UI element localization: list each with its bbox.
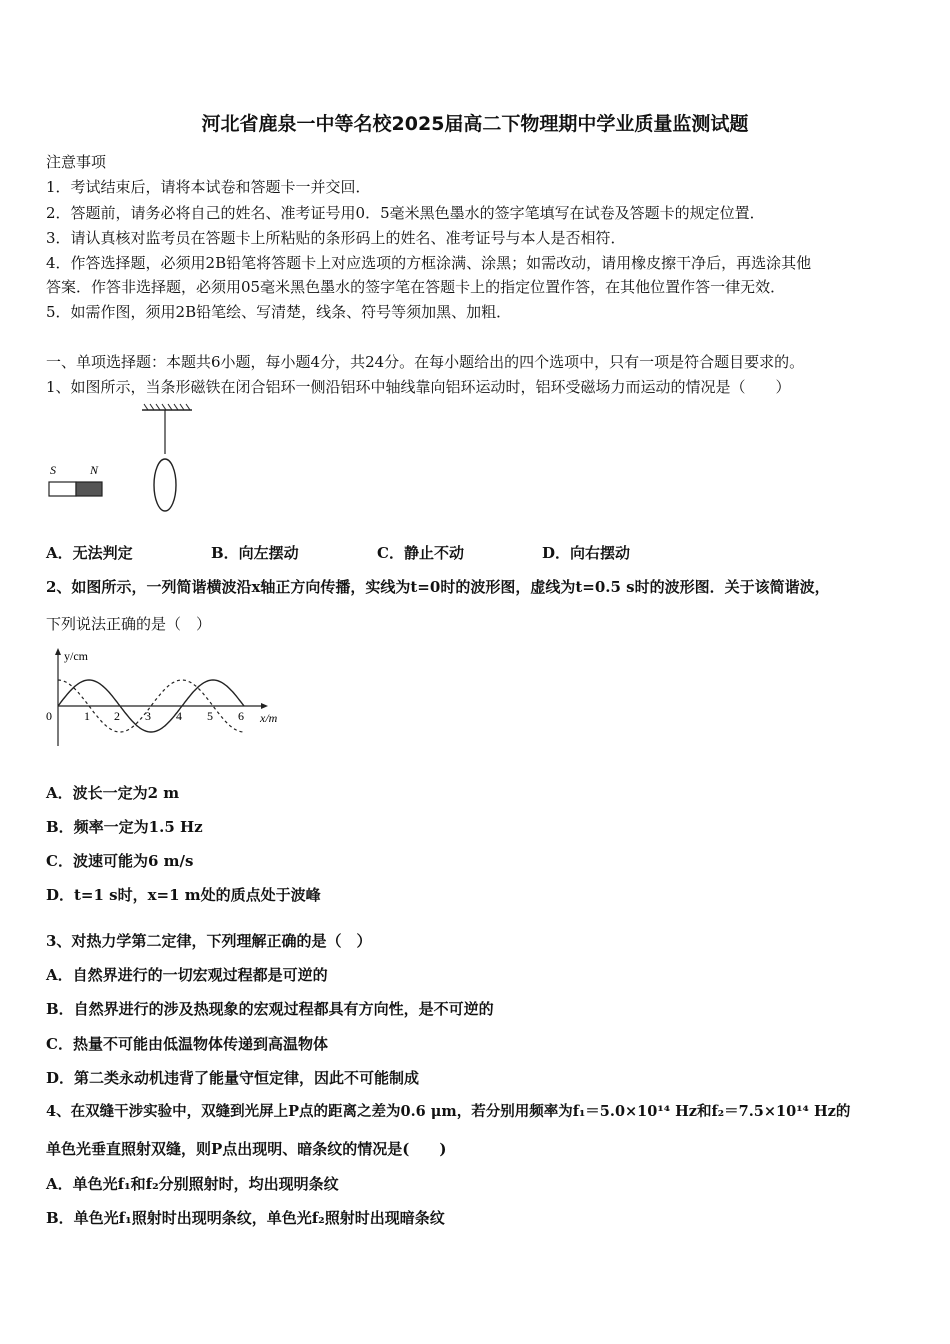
- tick-label-3: 3: [145, 709, 151, 723]
- magnet-n-pole: [76, 482, 102, 496]
- q2-stem-line2: 下列说法正确的是（ ）: [46, 615, 212, 633]
- section-heading: 一、单项选择题：本题共6小题，每小题4分，共24分。在每小题给出的四个选项中，只有一项是符合题目要求的。: [46, 353, 805, 371]
- notice-item: 5．如需作图，须用2B铅笔绘、写清楚，线条、符号等须加黑、加粗．: [46, 303, 512, 321]
- ceiling-hatch: [144, 404, 190, 410]
- q2-option-c[interactable]: C．波速可能为6 m/s: [46, 852, 194, 870]
- notice-item: 1．考试结束后，请将本试卷和答题卡一并交回．: [46, 178, 371, 196]
- notice-item: 4．作答选择题，必须用2B铅笔将答题卡上对应选项的方框涂满、涂黑；如需改动，请用橡皮擦干净后，再选涂其他: [46, 254, 812, 272]
- label-s: S: [50, 463, 56, 477]
- q2-option-d[interactable]: D．t=1 s时，x=1 m处的质点处于波峰: [46, 886, 321, 904]
- q4-option-a[interactable]: A．单色光f₁和f₂分别照射时，均出现明条纹: [46, 1175, 339, 1193]
- label-n: N: [90, 463, 99, 477]
- q3-option-d[interactable]: D．第二类永动机违背了能量守恒定律，因此不可能制成: [46, 1069, 420, 1087]
- tick-label-1: 1: [84, 709, 90, 723]
- page-title: 河北省鹿泉一中等名校2025届高二下物理期中学业质量监测试题: [201, 113, 749, 135]
- magnet-s-pole: [49, 482, 76, 496]
- q3-option-a[interactable]: A．自然界进行的一切宏观过程都是可逆的: [46, 966, 328, 984]
- q3-stem: 3、对热力学第二定律，下列理解正确的是（ ）: [46, 932, 372, 950]
- aluminum-ring: [154, 459, 176, 511]
- notice-item: 3．请认真核对监考员在答题卡上所粘贴的条形码上的姓名、准考证号与本人是否相符．: [46, 229, 626, 247]
- q2-option-a[interactable]: A．波长一定为2 m: [46, 784, 180, 802]
- q3-option-b[interactable]: B．自然界进行的涉及热现象的宏观过程都具有方向性，是不可逆的: [46, 1000, 494, 1018]
- q2-option-b[interactable]: B．频率一定为1.5 Hz: [46, 818, 203, 836]
- tick-label-5: 5: [207, 709, 213, 723]
- q4-stem: 4、在双缝干涉实验中，双缝到光屏上P点的距离之差为0.6 μm，若分别用频率为f₁＝5.0×10¹⁴ Hz和f₂＝7.5×10¹⁴ Hz的: [46, 1103, 851, 1120]
- notice-item: 答案．作答非选择题，必须用05毫米黑色墨水的签字笔在答题卡上的指定位置作答，在其他位置作答一律无效．: [46, 278, 786, 296]
- q1-option-a[interactable]: A．无法判定: [46, 544, 133, 562]
- q2-wave-figure: [42, 642, 292, 754]
- q1-option-d[interactable]: D．向右摆动: [542, 544, 631, 562]
- x-axis-arrow: [261, 703, 268, 709]
- q1-option-c[interactable]: C．静止不动: [377, 544, 464, 562]
- q3-option-c[interactable]: C．热量不可能由低温物体传递到高温物体: [46, 1035, 328, 1053]
- q1-stem: 1、如图所示，当条形磁铁在闭合铝环一侧沿铝环中轴线靠向铝环运动时，铝环受磁场力而运动的情况是（ ）: [46, 378, 791, 396]
- q1-figure: [44, 402, 204, 522]
- q4-option-b[interactable]: B．单色光f₁照射时出现明条纹，单色光f₂照射时出现暗条纹: [46, 1209, 445, 1227]
- y-axis-arrow: [55, 648, 61, 655]
- tick-label-2: 2: [114, 709, 120, 723]
- q2-stem: 2、如图所示，一列简谐横波沿x轴正方向传播，实线为t=0时的波形图，虚线为t=0.5 s时的波形图．关于该简谐波，: [46, 578, 830, 596]
- y-axis-label: y/cm: [64, 649, 88, 663]
- q1-option-b[interactable]: B．向左摆动: [211, 544, 299, 562]
- tick-label-6: 6: [238, 709, 244, 723]
- q4-stem-line2: 单色光垂直照射双缝，则P点出现明、暗条纹的情况是( ): [46, 1140, 447, 1158]
- notice-item: 2．答题前，请务必将自己的姓名、准考证号用0．5毫米黑色墨水的签字笔填写在试卷及答题卡的规定位置．: [46, 204, 765, 222]
- origin-label: 0: [46, 709, 52, 723]
- tick-label-4: 4: [176, 709, 182, 723]
- notice-heading: 注意事项: [46, 153, 107, 171]
- x-axis-label: x/m: [260, 711, 278, 725]
